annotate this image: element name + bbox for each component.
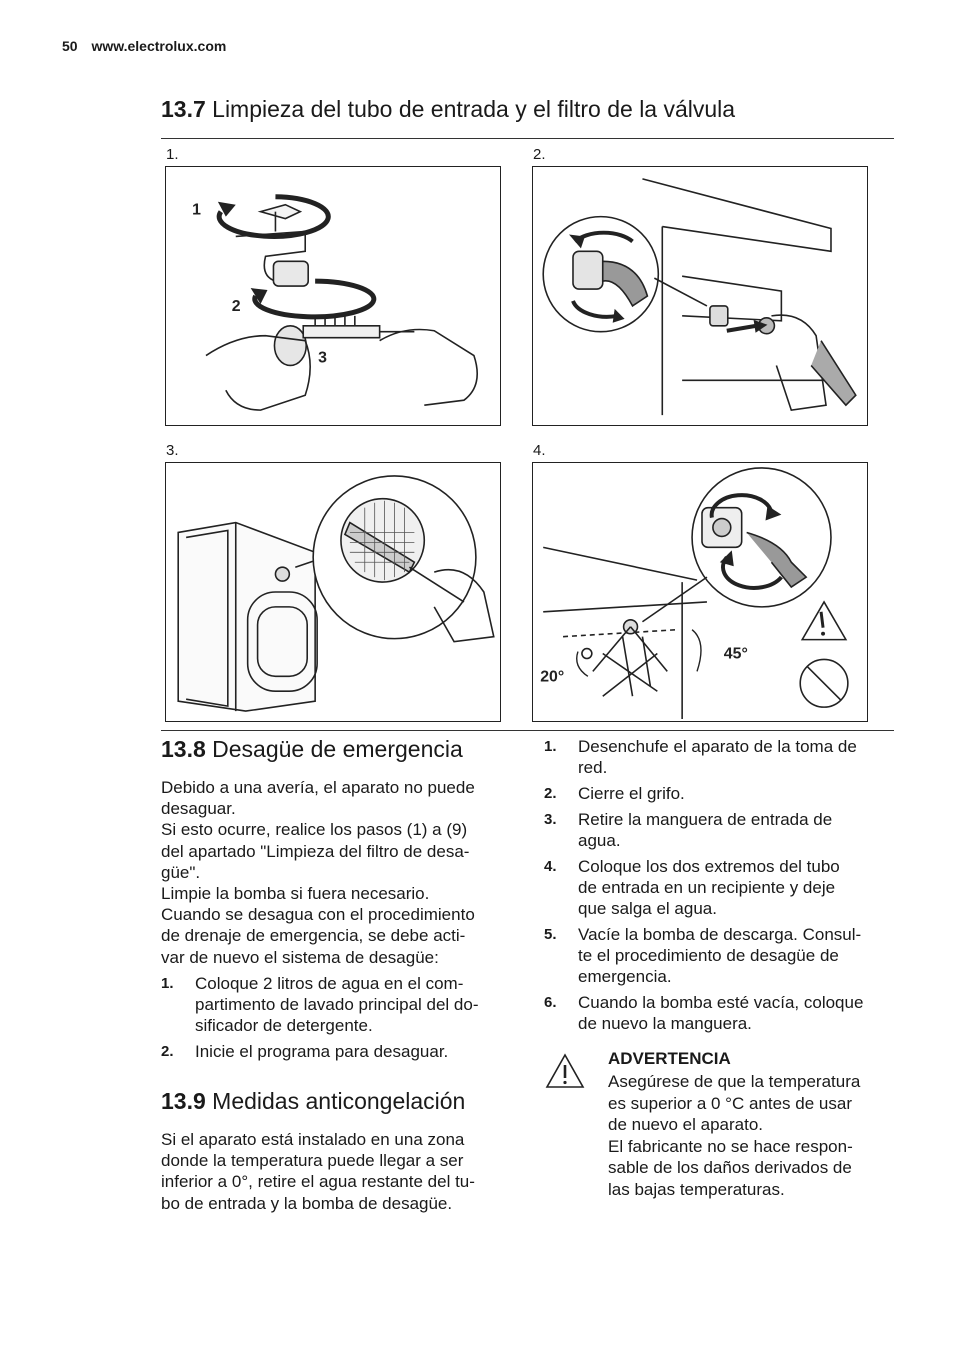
figure-1-label: 1.: [166, 146, 179, 163]
step-number: 1.: [544, 738, 557, 755]
emergency-drain-steps: [161, 973, 521, 1067]
figure-4-reconnect-hose: [532, 462, 868, 722]
hose-cleaning-steps: [544, 736, 900, 1039]
callout-3: 3: [318, 349, 327, 367]
figure-2-remove-hose: [532, 166, 868, 426]
step-number: 1.: [161, 975, 174, 992]
text-line: inferior a 0°, retire el agua restante del tu-: [161, 1172, 475, 1192]
step-text: Desenchufe el aparato de la toma de red.: [578, 737, 857, 778]
list-item: [544, 809, 900, 851]
hose-removal-illustration: [533, 167, 867, 425]
section-divider: [161, 730, 894, 731]
step-text: Cierre el grifo.: [578, 783, 685, 803]
step-number: 6.: [544, 993, 557, 1011]
callout-1: 1: [192, 201, 201, 219]
list-item: [161, 1041, 521, 1062]
step-number: 2.: [544, 784, 557, 802]
warning-triangle-icon: [545, 1053, 585, 1089]
step-number: 2.: [161, 1043, 174, 1061]
intro-line: de drenaje de emergencia, se debe acti-: [161, 926, 466, 946]
callout-45-degrees: 45°: [723, 645, 748, 663]
step-text: Vacíe la bomba de descarga. Consul- te el procedimiento de desagüe de emergencia.: [578, 924, 862, 987]
page-number: 50: [62, 38, 78, 54]
step-text: Inicie el programa para desaguar.: [195, 1042, 449, 1062]
warning-text: Asegúrese de que la temperatura es superior a 0 °C antes de usar de nuevo el aparato. El fabricante no se hace respon- sable de los daños derivados de las bajas temperaturas.: [608, 1072, 861, 1199]
intro-line: Si esto ocurre, realice los pasos (1) a (9): [161, 820, 468, 840]
figure-3-label: 3.: [166, 442, 179, 459]
list-item: [544, 856, 900, 920]
list-item: [161, 973, 521, 1037]
list-item: [544, 783, 900, 804]
callout-2: 2: [231, 297, 241, 315]
hose-angle-illustration: [533, 463, 867, 721]
section-heading: Medidas anticongelación: [212, 1088, 466, 1114]
step-text: Coloque los dos extremos del tubo de entrada en un recipiente y deje que salga el agua.: [578, 856, 840, 918]
list-item: [544, 736, 900, 778]
section-heading: Limpieza del tubo de entrada y el filtro de la válvula: [212, 96, 736, 122]
callout-20-degrees: 20°: [540, 668, 565, 686]
text-line: bo de entrada y la bomba de desagüe.: [161, 1193, 453, 1213]
intro-line: del apartado "Limpieza del filtro de desa-: [161, 841, 470, 861]
step-text: Cuando la bomba esté vacía, coloque de nuevo la manguera.: [578, 992, 864, 1033]
step-number: 5.: [544, 925, 557, 943]
section-number: 13.7: [161, 96, 206, 122]
section-13-7-title: [161, 96, 735, 123]
intro-line: var de nuevo el sistema de desagüe:: [161, 947, 439, 967]
intro-line: Cuando se desagua con el procedimiento: [161, 905, 475, 925]
filter-cleaning-illustration: [166, 463, 500, 721]
figure-2-label: 2.: [533, 146, 546, 163]
section-heading: Desagüe de emergencia: [212, 736, 463, 762]
intro-line: desaguar.: [161, 799, 236, 819]
emergency-drain-intro: [161, 777, 516, 968]
website-url: www.electrolux.com: [91, 38, 227, 54]
list-item: [544, 992, 900, 1034]
list-item: [544, 924, 900, 988]
text-line: Si el aparato está instalado en una zona: [161, 1130, 465, 1149]
step-number: 4.: [544, 857, 557, 875]
section-divider: [161, 138, 894, 139]
section-13-8-title: [161, 736, 463, 763]
section-13-9-title: [161, 1088, 465, 1115]
section-number: 13.8: [161, 736, 206, 762]
section-number: 13.9: [161, 1088, 206, 1114]
page-header: [62, 38, 226, 54]
faucet-illustration: [166, 167, 500, 425]
text-line: donde la temperatura puede llegar a ser: [161, 1151, 464, 1171]
frost-protection-text: [161, 1129, 516, 1214]
intro-line: Debido a una avería, el aparato no puede: [161, 778, 475, 797]
step-text: Coloque 2 litros de agua en el com- partimento de lavado principal del do- sificador de detergente.: [195, 974, 479, 1036]
figure-1-faucet-cleaning: [165, 166, 501, 426]
step-text: Retire la manguera de entrada de agua.: [578, 809, 833, 850]
figure-3-clean-filter: [165, 462, 501, 722]
intro-line: güe".: [161, 862, 201, 882]
intro-line: Limpie la bomba si fuera necesario.: [161, 884, 430, 904]
step-number: 3.: [544, 810, 557, 828]
figure-4-label: 4.: [533, 442, 546, 459]
warning-title: ADVERTENCIA: [608, 1049, 731, 1068]
